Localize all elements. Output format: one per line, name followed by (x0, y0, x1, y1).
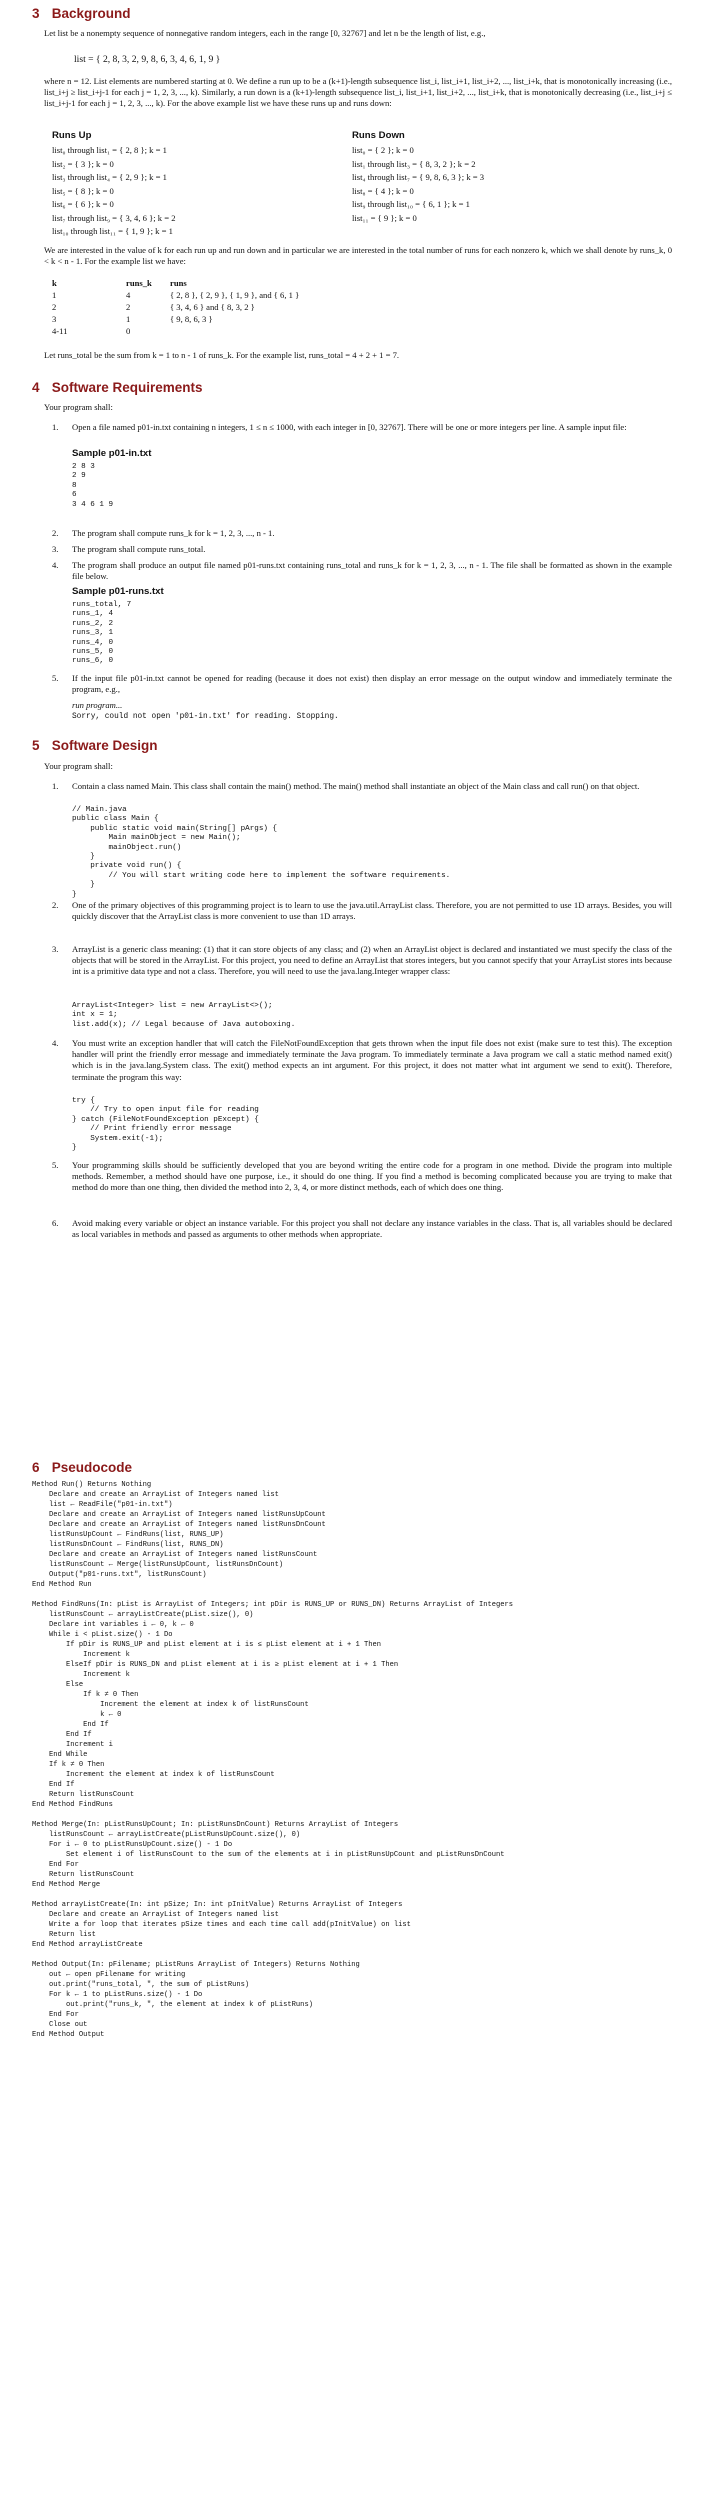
table-row (52, 290, 470, 302)
table-cell: { 9, 8, 6, 3 } (170, 314, 213, 324)
table-cell: 1 (126, 314, 131, 324)
list-number: 5. (52, 673, 59, 683)
pseudocode-line: For k ← 1 to pListRuns.size() - 1 Do (32, 1991, 203, 1999)
table-header-row (52, 278, 470, 290)
runs-up-item: list₆ = { 6 }; k = 0 (52, 199, 114, 209)
pseudocode-line: Declare and create an ArrayList of Integers named listRunsDnCount (32, 1521, 326, 1529)
requirement-2: The program shall compute runs_k for k = 1, 2, 3, ..., n - 1. (72, 528, 275, 538)
runs-down-item: list₄ through list₇ = { 9, 8, 6, 3 }; k = 3 (352, 172, 485, 182)
sample-input-content: 2 8 3 2 9 8 6 3 4 6 1 9 (72, 463, 114, 509)
table-row (52, 326, 470, 338)
requirement-5: If the input file p01-in.txt cannot be opened for reading (because it does not exist) then display an error message on the output window and immediately terminate the program, e.g., (72, 673, 672, 695)
runs-table (52, 278, 470, 338)
pseudocode-line: End If (32, 1721, 109, 1729)
example-list: list = { 2, 8, 3, 2, 9, 8, 6, 3, 4, 6, 1, 9 } (74, 54, 221, 65)
runs-up-list (52, 145, 342, 240)
requirement-4: The program shall produce an output file named p01-runs.txt containing runs_total and runs_k for k = 1, 2, 3, ..., n - 1. The file shall be formatted as shown in the example file below. (72, 560, 672, 582)
runs-down-item: list₀ = { 2 }; k = 0 (352, 145, 414, 155)
list-number: 6. (52, 1218, 59, 1228)
pseudocode-line: Write a for loop that iterates pSize times and each time call add(pInitValue) on list (32, 1921, 411, 1929)
pseudocode-line: End Method Merge (32, 1881, 101, 1889)
runs-up-item: list₇ through list₉ = { 3, 4, 6 }; k = 2 (52, 212, 176, 223)
pseudocode-line: End Method FindRuns (32, 1801, 113, 1809)
runs-down-list (352, 145, 672, 226)
table-row (52, 302, 470, 314)
runs-up-item: list₂ = { 3 }; k = 0 (52, 158, 114, 169)
pseudocode-line: While i < pList.size() - 1 Do (32, 1631, 173, 1639)
code-arraylist: ArrayList<Integer> list = new ArrayList<>(); int x = 1; list.add(x); // Legal because of Java autoboxing. (72, 1002, 296, 1029)
pseudocode-line: Return list (32, 1931, 96, 1939)
pseudocode-line: Declare int variables i ← 0, k ← 0 (32, 1621, 194, 1629)
runs-up-heading: Runs Up (52, 130, 92, 141)
runs-definition: where n = 12. List elements are numbered starting at 0. We define a run up to be a (k+1)-length subsequence list_i, list_i+1, list_i+2, ..., list_i+k, that is monotonically increasing (i.e., list_i+j ≥ list_i+j-1 for each j = 1, 2, 3, ..., k). Similarly, a run down is a (k+1)-length subsequence list_i, list_i+1, list_i+2, ..., list_i+k, that is monotonically decreasing (i.e., list_i+j ≤ list_i+j-1 for each j = 1, 2, 3, ..., k). For the above example list we have these runs up and runs down: (44, 76, 672, 109)
pseudocode-line (32, 1590, 684, 1600)
pseudocode-line: Increment the element at index k of listRunsCount (32, 1701, 309, 1709)
pseudocode-line: End While (32, 1751, 88, 1759)
pseudocode-line: Method arrayListCreate(In: int pSize; In: int pInitValue) Returns ArrayList of Integers (32, 1901, 403, 1909)
pseudocode-line: listRunsCount ← Merge(listRunsUpCount, listRunsDnCount) (32, 1561, 284, 1569)
table-cell: { 3, 4, 6 } and { 8, 3, 2 } (170, 302, 255, 312)
table-cell: { 2, 8 }, { 2, 9 }, { 1, 9 }, and { 6, 1 } (170, 290, 300, 300)
design-item-1: Contain a class named Main. This class shall contain the main() method. The main() method shall instantiate an object of the Main class and call run() on that object. (72, 781, 640, 791)
runs-total-sentence: Let runs_total be the sum from k = 1 to n - 1 of runs_k. For the example list, runs_total = 4 + 2 + 1 = 7. (44, 350, 400, 360)
list-number: 4. (52, 1038, 59, 1048)
pseudocode-line: End For (32, 2011, 79, 2019)
pseudocode-line: out.print("runs_total, ", the sum of pListRuns) (32, 1981, 250, 1989)
pseudocode-line: out ← open pFilename for writing (32, 1971, 186, 1979)
pseudocode-block (32, 1480, 684, 2040)
table-header: runs_k (126, 278, 152, 288)
pseudocode-line: Increment k (32, 1651, 130, 1659)
table-cell: 0 (126, 326, 131, 336)
runs-down-item: list₁ through list₃ = { 8, 3, 2 }; k = 2 (352, 158, 476, 169)
table-cell: 1 (52, 290, 57, 300)
section-4-heading: 4 Software Requirements (32, 380, 203, 395)
section-6-heading: 6 Pseudocode (32, 1460, 133, 1475)
runs-interest: We are interested in the value of k for each run up and run down and in particular we are interested in the total number of runs for each nonzero k, which we shall denote by runs_k, 0 < k < n - 1. For the example list we have: (44, 245, 672, 267)
pseudocode-line: ElseIf pDir is RUNS_DN and pList element at i is ≥ pList element at i + 1 Then (32, 1661, 399, 1669)
background-intro: Let list be a nonempty sequence of nonnegative random integers, each in the range [0, 32767] and let n be the length of list, e.g., (44, 28, 486, 38)
table-header: k (52, 278, 57, 288)
pseudocode-line: Declare and create an ArrayList of Integers named list (32, 1491, 279, 1499)
code-try-catch: try { // Try to open input file for reading } catch (FileNotFoundException pExcept) { // Print friendly error message System.exit(-1); } (72, 1097, 259, 1153)
section-5-heading: 5 Software Design (32, 738, 158, 753)
table-cell (170, 326, 470, 338)
pseudocode-line: Increment i (32, 1741, 113, 1749)
pseudocode-line: Increment the element at index k of listRunsCount (32, 1771, 275, 1779)
sample-input-title: Sample p01-in.txt (72, 448, 152, 459)
pseudocode-line: End Method arrayListCreate (32, 1941, 143, 1949)
code-main-java: // Main.java public class Main { public static void main(String[] pArgs) { Main mainObject = new Main(); mainObject.run() } private void run() { // You will start writing code here to implement the software requirements. } } (72, 806, 451, 899)
design-item-2: One of the primary objectives of this programming project is to learn to use the java.util.ArrayList class. Therefore, you are not permitted to use 1D arrays. Besides, you will quickly discover that the ArrayList class is more convenient to use than 1D arrays. (72, 900, 672, 922)
pseudocode-line (32, 1810, 684, 1820)
pseudocode-line: Declare and create an ArrayList of Integers named list (32, 1911, 279, 1919)
pseudocode-line: out.print("runs_k, ", the element at index k of pListRuns) (32, 2001, 313, 2009)
pseudocode-line: list ← ReadFile("p01-in.txt") (32, 1501, 173, 1509)
runs-down-item: list₉ through list₁₀ = { 6, 1 }; k = 1 (352, 199, 470, 209)
section-3-heading: 3 Background (32, 6, 131, 21)
pseudocode-line: listRunsCount ← arrayListCreate(pListRunsUpCount.size(), 0) (32, 1831, 301, 1839)
runs-down-item: list₁₁ = { 9 }; k = 0 (352, 212, 417, 223)
pseudocode-line: Else (32, 1681, 84, 1689)
table-cell: 2 (52, 302, 57, 312)
requirement-1: Open a file named p01-in.txt containing n integers, 1 ≤ n ≤ 1000, with each integer in [0, 32767]. There will be one or more integers per line. A sample input file: (72, 422, 627, 432)
design-item-4: You must write an exception handler that will catch the FileNotFoundException that gets thrown when the input file does not exist (make sure to test this). The exception handler will print the friendly error message and immediately terminate the Java program. To immediately terminate a Java program we call a static method named exit() which is in the java.lang.System class. The exit() method expects an int argument. For this project, it does not matter what int argument we send to exit(). Therefore, terminate the program this way: (72, 1038, 672, 1082)
runs-down-heading: Runs Down (352, 130, 405, 141)
error-message: Sorry, could not open 'p01-in.txt' for reading. Stopping. (72, 713, 339, 721)
pseudocode-line: Return listRunsCount (32, 1791, 135, 1799)
pseudocode-line: Method FindRuns(In: pList is ArrayList of Integers; int pDir is RUNS_UP or RUNS_DN) Returns ArrayList of Integers (32, 1601, 514, 1609)
runs-up-item: list₅ = { 8 }; k = 0 (52, 185, 114, 196)
pseudocode-line: Declare and create an ArrayList of Integers named listRunsCount (32, 1551, 318, 1559)
table-cell: 2 (126, 302, 131, 312)
design-intro: Your program shall: (44, 761, 113, 771)
pseudocode-line: k ← 0 (32, 1711, 122, 1719)
sample-output-title: Sample p01-runs.txt (72, 586, 164, 597)
pseudocode-line: listRunsUpCount ← FindRuns(list, RUNS_UP) (32, 1531, 224, 1539)
pseudocode-line: listRunsCount ← arrayListCreate(pList.size(), 0) (32, 1611, 254, 1619)
pseudocode-line: Declare and create an ArrayList of Integers named listRunsUpCount (32, 1511, 326, 1519)
design-item-3: ArrayList is a generic class meaning: (1) that it can store objects of any class; and (2) when an ArrayList object is declared and instantiated we must specify the class of the objects that will be stored in the ArrayList. For this project, you need to define an ArrayList that stores integers, but you cannot specify that your ArrayList stores ints because int is a primitive data type and not a class. Therefore, you will need to use the java.lang.Integer wrapper class: (72, 944, 672, 977)
pseudocode-line: End If (32, 1731, 92, 1739)
sample-output-content: runs_total, 7 runs_1, 4 runs_2, 2 runs_3, 1 runs_4, 0 runs_5, 0 runs_6, 0 (72, 601, 132, 666)
design-item-6: Avoid making every variable or object an instance variable. For this project you shall not declare any instance variables in the class. That is, all variables should be declared as local variables in methods and passed as arguments to other methods when appropriate. (72, 1218, 672, 1240)
pseudocode-line (32, 1950, 684, 1960)
table-cell: 4-11 (52, 326, 68, 336)
runs-down-item: list₈ = { 4 }; k = 0 (352, 185, 414, 196)
pseudocode-line: For i ← 0 to pListRunsUpCount.size() - 1 Do (32, 1841, 233, 1849)
pseudocode-line: Set element i of listRunsCount to the sum of the elements at i in pListRunsUpCount and pListRunsDnCount (32, 1851, 505, 1859)
pseudocode-line: Close out (32, 2021, 88, 2029)
list-number: 1. (52, 422, 59, 432)
runs-up-item: list₃ through list₄ = { 2, 9 }; k = 1 (52, 172, 167, 182)
pseudocode-line: Method Output(In: pFilename; pListRuns ArrayList of Integers) Returns Nothing (32, 1961, 360, 1969)
table-cell: 3 (52, 314, 57, 324)
list-number: 4. (52, 560, 59, 570)
list-number: 2. (52, 900, 59, 910)
table-row (52, 314, 470, 326)
runs-up-item: list₀ through list₁ = { 2, 8 }; k = 1 (52, 145, 167, 155)
pseudocode-line: End For (32, 1861, 79, 1869)
list-number: 5. (52, 1160, 59, 1170)
pseudocode-line: Return listRunsCount (32, 1871, 135, 1879)
pseudocode-line: Method Run() Returns Nothing (32, 1481, 152, 1489)
pseudocode-line: End Method Output (32, 2031, 105, 2039)
list-number: 1. (52, 781, 59, 791)
pseudocode-line: listRunsDnCount ← FindRuns(list, RUNS_DN) (32, 1541, 224, 1549)
pseudocode-line: Method Merge(In: pListRunsUpCount; In: pListRunsDnCount) Returns ArrayList of Integers (32, 1821, 399, 1829)
table-header: runs (170, 278, 187, 288)
run-program-label: run program... (72, 700, 123, 710)
pseudocode-line: If k ≠ 0 Then (32, 1691, 139, 1699)
pseudocode-line (32, 1890, 684, 1900)
pseudocode-line: If pDir is RUNS_UP and pList element at i is ≤ pList element at i + 1 Then (32, 1641, 382, 1649)
list-number: 3. (52, 544, 59, 554)
pseudocode-line: If k ≠ 0 Then (32, 1761, 105, 1769)
requirements-intro: Your program shall: (44, 402, 113, 412)
document-page (32, 0, 684, 2500)
table-cell: 4 (126, 290, 131, 300)
pseudocode-line: End Method Run (32, 1581, 92, 1589)
runs-up-item: list₁₀ through list₁₁ = { 1, 9 }; k = 1 (52, 226, 173, 236)
pseudocode-line: End If (32, 1781, 75, 1789)
pseudocode-line: Output("p01-runs.txt", listRunsCount) (32, 1571, 207, 1579)
requirement-3: The program shall compute runs_total. (72, 544, 206, 554)
design-item-5: Your programming skills should be sufficiently developed that you are beyond writing the entire code for a program in one method. Divide the program into multiple methods. Remember, a method should have one purpose, i.e., it should do one thing. If you find a method is becoming complicated because you are trying to make that method do more than one thing, then divided the method into 2, 3, 4, or more distinct methods, each of which does one thing. (72, 1160, 672, 1193)
list-number: 3. (52, 944, 59, 954)
pseudocode-line: Increment k (32, 1671, 130, 1679)
list-number: 2. (52, 528, 59, 538)
